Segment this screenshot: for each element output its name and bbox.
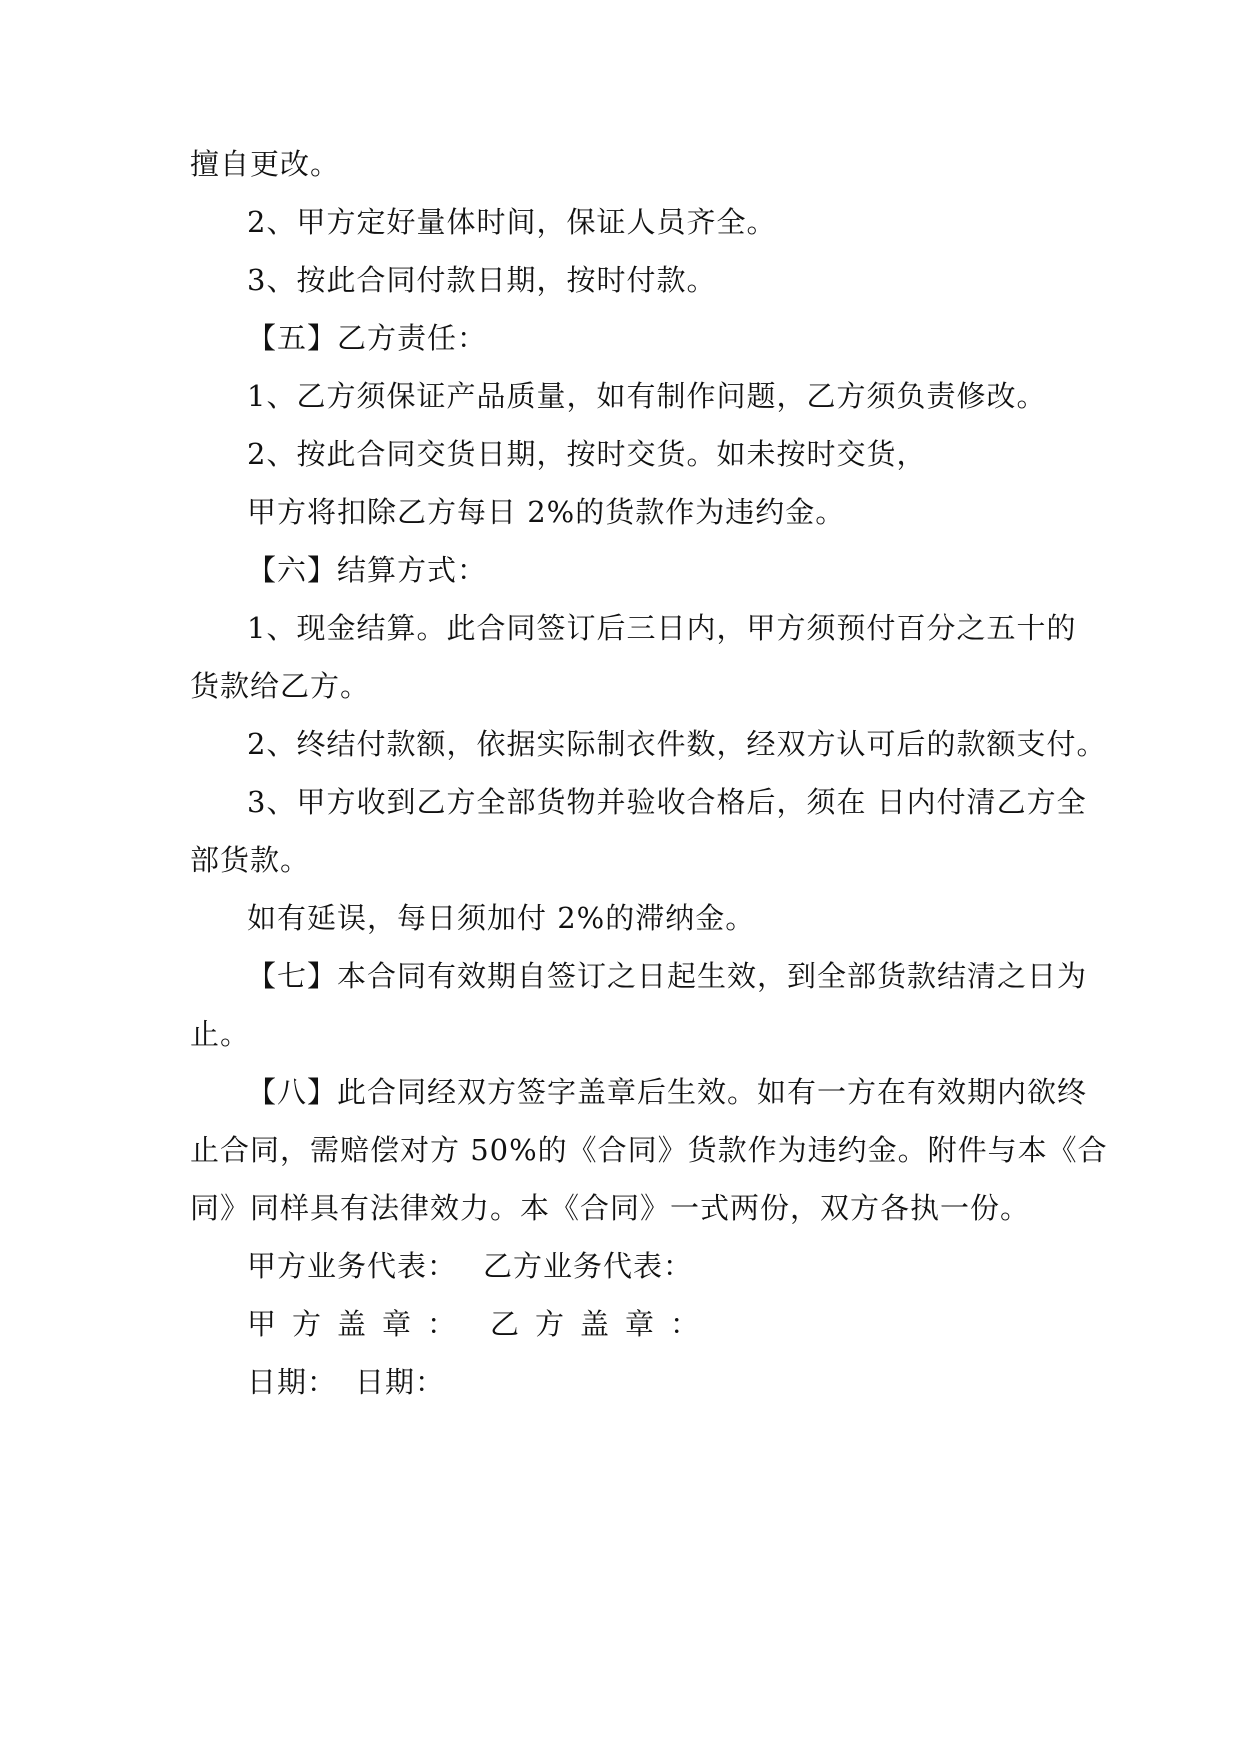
party-b-rep-label: 乙方业务代表： <box>483 1249 694 1283</box>
line-6: 2、按此合同交货日期，按时交货。如未按时交货， <box>247 437 927 471</box>
line-16: 止。 <box>190 1017 251 1051</box>
signature-representatives-row <box>247 1234 1147 1298</box>
party-a-seal-label: 甲方盖章： <box>247 1307 473 1341</box>
line-5: 1、乙方须保证产品质量，如有制作问题，乙方须负责修改。 <box>247 379 1047 413</box>
section-6-heading: 【六】结算方式： <box>247 553 488 587</box>
date-b-label: 日期： <box>355 1365 446 1399</box>
line-11: 2、终结付款额，依据实际制衣件数，经双方认可后的款额支付。 <box>247 727 1107 761</box>
section-8-heading: 【八】此合同经双方签字盖章后生效。如有一方在有效期内欲终 <box>247 1075 1088 1109</box>
party-b-seal-label: 乙方盖章： <box>490 1307 716 1341</box>
line-3: 3、按此合同付款日期，按时付款。 <box>247 263 717 297</box>
section-7-heading: 【七】本合同有效期自签订之日起生效，到全部货款结清之日为 <box>247 959 1088 993</box>
line-2: 2、甲方定好量体时间，保证人员齐全。 <box>247 205 777 239</box>
line-10: 货款给乙方。 <box>190 669 371 703</box>
line-19: 同》同样具有法律效力。本《合同》一式两份，双方各执一份。 <box>190 1191 1031 1225</box>
line-1: 擅自更改。 <box>190 147 341 181</box>
signature-dates-row <box>247 1350 1147 1414</box>
date-a-label: 日期： <box>247 1365 338 1399</box>
line-12: 3、甲方收到乙方全部货物并验收合格后，须在 日内付清乙方全 <box>247 785 1087 819</box>
line-7: 甲方将扣除乙方每日 2%的货款作为违约金。 <box>247 495 846 529</box>
signature-seals-row <box>247 1292 1147 1356</box>
line-13: 部货款。 <box>190 843 311 877</box>
section-5-heading: 【五】乙方责任： <box>247 321 488 355</box>
line-9: 1、现金结算。此合同签订后三日内，甲方须预付百分之五十的 <box>247 611 1077 645</box>
party-a-rep-label: 甲方业务代表： <box>247 1249 458 1283</box>
line-14: 如有延误，每日须加付 2%的滞纳金。 <box>247 901 756 935</box>
line-18: 止合同，需赔偿对方 50%的《合同》货款作为违约金。附件与本《合 <box>190 1133 1108 1167</box>
